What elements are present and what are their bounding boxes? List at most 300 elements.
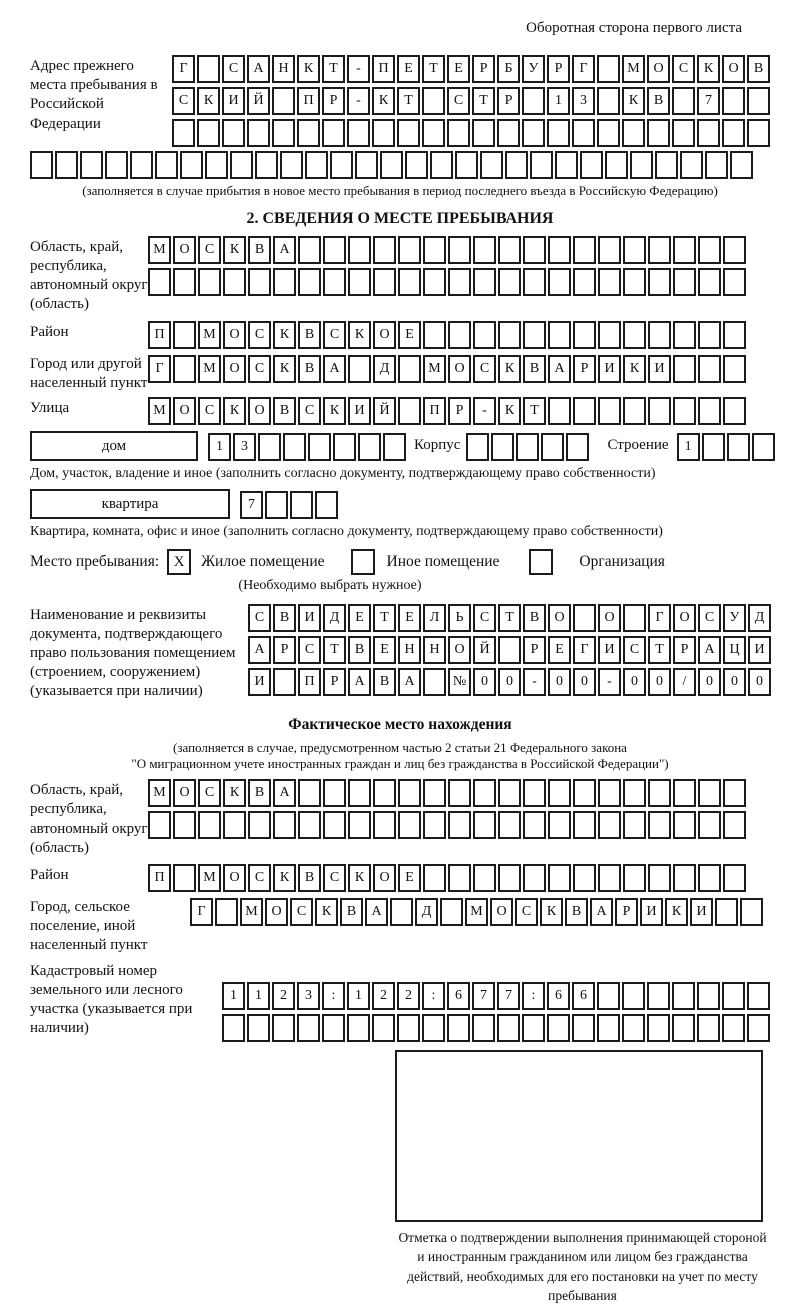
char-cell[interactable]: Т — [373, 604, 396, 632]
char-cell[interactable]: И — [690, 898, 713, 926]
char-cell[interactable] — [290, 491, 313, 519]
char-cell[interactable]: Ь — [448, 604, 471, 632]
char-cell[interactable] — [255, 151, 278, 179]
char-cell[interactable]: О — [173, 779, 196, 807]
char-cell[interactable] — [622, 1014, 645, 1042]
char-cell[interactable] — [355, 151, 378, 179]
char-cell[interactable] — [473, 268, 496, 296]
char-cell[interactable] — [605, 151, 628, 179]
char-cell[interactable]: Т — [422, 55, 445, 83]
char-cell[interactable] — [305, 151, 328, 179]
char-cell[interactable] — [197, 55, 220, 83]
char-cell[interactable] — [673, 779, 696, 807]
char-cell[interactable] — [723, 268, 746, 296]
char-cell[interactable] — [523, 811, 546, 839]
char-cell[interactable]: 6 — [547, 982, 570, 1010]
char-cell[interactable] — [547, 119, 570, 147]
char-cell[interactable] — [248, 268, 271, 296]
apartment-type-box[interactable]: квартира — [30, 489, 230, 519]
char-cell[interactable] — [173, 864, 196, 892]
char-cell[interactable]: О — [248, 397, 271, 425]
char-cell[interactable] — [723, 236, 746, 264]
char-cell[interactable]: К — [273, 355, 296, 383]
char-cell[interactable]: № — [448, 668, 471, 696]
char-cell[interactable] — [622, 982, 645, 1010]
char-cell[interactable]: С — [198, 397, 221, 425]
char-cell[interactable]: 1 — [208, 433, 231, 461]
char-cell[interactable] — [523, 864, 546, 892]
char-cell[interactable] — [572, 1014, 595, 1042]
char-cell[interactable] — [472, 1014, 495, 1042]
char-cell[interactable]: 0 — [548, 668, 571, 696]
char-cell[interactable]: И — [640, 898, 663, 926]
char-cell[interactable] — [623, 864, 646, 892]
char-cell[interactable] — [348, 268, 371, 296]
char-cell[interactable] — [623, 604, 646, 632]
char-cell[interactable] — [747, 982, 770, 1010]
char-cell[interactable]: 0 — [623, 668, 646, 696]
char-cell[interactable] — [265, 491, 288, 519]
char-cell[interactable]: К — [273, 864, 296, 892]
char-cell[interactable]: П — [372, 55, 395, 83]
char-cell[interactable] — [372, 119, 395, 147]
char-cell[interactable]: С — [298, 636, 321, 664]
char-cell[interactable] — [747, 119, 770, 147]
char-cell[interactable]: О — [448, 355, 471, 383]
stay-type-checkbox-other[interactable] — [351, 549, 375, 575]
char-cell[interactable]: К — [223, 397, 246, 425]
char-cell[interactable]: А — [365, 898, 388, 926]
house-type-box[interactable]: дом — [30, 431, 198, 461]
char-cell[interactable]: А — [273, 779, 296, 807]
char-cell[interactable] — [173, 268, 196, 296]
char-cell[interactable]: Р — [547, 55, 570, 83]
char-cell[interactable] — [390, 898, 413, 926]
char-cell[interactable] — [473, 864, 496, 892]
char-cell[interactable] — [272, 87, 295, 115]
char-cell[interactable] — [172, 119, 195, 147]
char-cell[interactable]: К — [697, 55, 720, 83]
char-cell[interactable]: 3 — [297, 982, 320, 1010]
char-cell[interactable]: С — [172, 87, 195, 115]
char-cell[interactable] — [698, 811, 721, 839]
char-cell[interactable] — [348, 236, 371, 264]
char-cell[interactable]: : — [522, 982, 545, 1010]
char-cell[interactable] — [698, 355, 721, 383]
char-cell[interactable] — [522, 1014, 545, 1042]
char-cell[interactable]: Г — [572, 55, 595, 83]
char-cell[interactable]: П — [423, 397, 446, 425]
char-cell[interactable]: О — [448, 636, 471, 664]
char-cell[interactable]: 7 — [497, 982, 520, 1010]
char-cell[interactable] — [423, 779, 446, 807]
char-cell[interactable] — [598, 779, 621, 807]
char-cell[interactable]: К — [297, 55, 320, 83]
char-cell[interactable] — [197, 119, 220, 147]
char-cell[interactable]: А — [398, 668, 421, 696]
char-cell[interactable] — [348, 779, 371, 807]
char-cell[interactable]: С — [473, 355, 496, 383]
char-cell[interactable] — [298, 268, 321, 296]
char-cell[interactable] — [573, 236, 596, 264]
char-cell[interactable]: Р — [615, 898, 638, 926]
char-cell[interactable]: О — [722, 55, 745, 83]
char-cell[interactable] — [273, 268, 296, 296]
char-cell[interactable] — [672, 119, 695, 147]
char-cell[interactable] — [630, 151, 653, 179]
char-cell[interactable] — [648, 864, 671, 892]
char-cell[interactable] — [580, 151, 603, 179]
char-cell[interactable] — [397, 1014, 420, 1042]
char-cell[interactable]: Е — [398, 321, 421, 349]
char-cell[interactable]: 0 — [573, 668, 596, 696]
char-cell[interactable] — [698, 268, 721, 296]
char-cell[interactable]: Н — [272, 55, 295, 83]
char-cell[interactable] — [473, 779, 496, 807]
char-cell[interactable] — [523, 268, 546, 296]
char-cell[interactable]: К — [197, 87, 220, 115]
char-cell[interactable]: О — [223, 321, 246, 349]
char-cell[interactable] — [548, 236, 571, 264]
char-cell[interactable]: В — [747, 55, 770, 83]
char-cell[interactable] — [440, 898, 463, 926]
char-cell[interactable]: К — [622, 87, 645, 115]
char-cell[interactable]: : — [322, 982, 345, 1010]
char-cell[interactable] — [598, 397, 621, 425]
char-cell[interactable]: И — [598, 636, 621, 664]
char-cell[interactable]: Е — [373, 636, 396, 664]
char-cell[interactable] — [223, 268, 246, 296]
char-cell[interactable] — [423, 236, 446, 264]
char-cell[interactable] — [673, 321, 696, 349]
char-cell[interactable]: А — [348, 668, 371, 696]
char-cell[interactable] — [155, 151, 178, 179]
char-cell[interactable]: 2 — [397, 982, 420, 1010]
char-cell[interactable]: С — [515, 898, 538, 926]
char-cell[interactable] — [673, 864, 696, 892]
char-cell[interactable]: С — [248, 604, 271, 632]
char-cell[interactable] — [573, 397, 596, 425]
char-cell[interactable]: К — [348, 864, 371, 892]
char-cell[interactable] — [422, 87, 445, 115]
char-cell[interactable]: П — [148, 864, 171, 892]
char-cell[interactable]: У — [522, 55, 545, 83]
char-cell[interactable]: Д — [323, 604, 346, 632]
char-cell[interactable] — [598, 236, 621, 264]
char-cell[interactable]: 1 — [222, 982, 245, 1010]
char-cell[interactable]: Г — [648, 604, 671, 632]
char-cell[interactable] — [472, 119, 495, 147]
char-cell[interactable]: М — [198, 864, 221, 892]
char-cell[interactable] — [222, 119, 245, 147]
char-cell[interactable]: 7 — [472, 982, 495, 1010]
char-cell[interactable] — [148, 268, 171, 296]
char-cell[interactable] — [566, 433, 589, 461]
char-cell[interactable]: Г — [573, 636, 596, 664]
char-cell[interactable] — [397, 119, 420, 147]
char-cell[interactable] — [647, 119, 670, 147]
char-cell[interactable]: С — [290, 898, 313, 926]
char-cell[interactable]: К — [540, 898, 563, 926]
char-cell[interactable]: Е — [397, 55, 420, 83]
char-cell[interactable] — [522, 119, 545, 147]
char-cell[interactable] — [422, 1014, 445, 1042]
char-cell[interactable]: И — [248, 668, 271, 696]
char-cell[interactable] — [491, 433, 514, 461]
char-cell[interactable] — [473, 321, 496, 349]
char-cell[interactable]: Е — [398, 864, 421, 892]
char-cell[interactable]: Т — [472, 87, 495, 115]
char-cell[interactable]: О — [373, 864, 396, 892]
char-cell[interactable] — [548, 321, 571, 349]
char-cell[interactable] — [573, 604, 596, 632]
char-cell[interactable]: В — [298, 864, 321, 892]
char-cell[interactable] — [623, 811, 646, 839]
char-cell[interactable] — [598, 811, 621, 839]
char-cell[interactable] — [705, 151, 728, 179]
char-cell[interactable]: С — [323, 321, 346, 349]
char-cell[interactable]: Ц — [723, 636, 746, 664]
char-cell[interactable] — [380, 151, 403, 179]
char-cell[interactable] — [358, 433, 381, 461]
char-cell[interactable] — [448, 811, 471, 839]
char-cell[interactable]: М — [465, 898, 488, 926]
char-cell[interactable] — [723, 864, 746, 892]
char-cell[interactable]: Е — [348, 604, 371, 632]
char-cell[interactable] — [598, 864, 621, 892]
char-cell[interactable] — [273, 668, 296, 696]
char-cell[interactable]: В — [248, 236, 271, 264]
char-cell[interactable] — [548, 268, 571, 296]
char-cell[interactable] — [516, 433, 539, 461]
char-cell[interactable]: - — [473, 397, 496, 425]
char-cell[interactable] — [697, 1014, 720, 1042]
char-cell[interactable] — [697, 982, 720, 1010]
char-cell[interactable] — [55, 151, 78, 179]
char-cell[interactable] — [215, 898, 238, 926]
char-cell[interactable] — [648, 811, 671, 839]
char-cell[interactable] — [573, 321, 596, 349]
char-cell[interactable] — [373, 779, 396, 807]
char-cell[interactable]: Р — [673, 636, 696, 664]
char-cell[interactable]: К — [498, 355, 521, 383]
char-cell[interactable]: 0 — [648, 668, 671, 696]
char-cell[interactable] — [597, 1014, 620, 1042]
char-cell[interactable] — [198, 811, 221, 839]
char-cell[interactable]: О — [223, 864, 246, 892]
char-cell[interactable]: Т — [523, 397, 546, 425]
char-cell[interactable] — [205, 151, 228, 179]
char-cell[interactable]: М — [240, 898, 263, 926]
char-cell[interactable]: Й — [247, 87, 270, 115]
char-cell[interactable]: П — [148, 321, 171, 349]
char-cell[interactable] — [222, 1014, 245, 1042]
char-cell[interactable] — [423, 811, 446, 839]
char-cell[interactable]: В — [248, 779, 271, 807]
char-cell[interactable]: О — [673, 604, 696, 632]
char-cell[interactable]: Р — [323, 668, 346, 696]
char-cell[interactable] — [323, 811, 346, 839]
char-cell[interactable] — [597, 982, 620, 1010]
char-cell[interactable]: С — [248, 355, 271, 383]
char-cell[interactable] — [655, 151, 678, 179]
char-cell[interactable] — [672, 1014, 695, 1042]
char-cell[interactable] — [498, 236, 521, 264]
char-cell[interactable] — [598, 268, 621, 296]
char-cell[interactable]: А — [273, 236, 296, 264]
char-cell[interactable] — [672, 982, 695, 1010]
char-cell[interactable]: К — [223, 779, 246, 807]
char-cell[interactable] — [648, 268, 671, 296]
char-cell[interactable] — [283, 433, 306, 461]
char-cell[interactable]: П — [297, 87, 320, 115]
char-cell[interactable] — [148, 811, 171, 839]
char-cell[interactable]: Г — [148, 355, 171, 383]
char-cell[interactable]: Й — [473, 636, 496, 664]
char-cell[interactable]: Р — [322, 87, 345, 115]
char-cell[interactable] — [373, 811, 396, 839]
char-cell[interactable] — [498, 321, 521, 349]
char-cell[interactable] — [573, 268, 596, 296]
char-cell[interactable]: В — [340, 898, 363, 926]
char-cell[interactable]: О — [173, 236, 196, 264]
char-cell[interactable]: И — [648, 355, 671, 383]
char-cell[interactable] — [298, 811, 321, 839]
char-cell[interactable] — [723, 811, 746, 839]
char-cell[interactable]: С — [323, 864, 346, 892]
char-cell[interactable] — [541, 433, 564, 461]
stay-type-checkbox-residential[interactable]: X — [167, 549, 191, 575]
char-cell[interactable]: Р — [273, 636, 296, 664]
char-cell[interactable] — [480, 151, 503, 179]
char-cell[interactable] — [173, 321, 196, 349]
char-cell[interactable] — [258, 433, 281, 461]
char-cell[interactable]: Т — [648, 636, 671, 664]
char-cell[interactable] — [223, 811, 246, 839]
char-cell[interactable] — [105, 151, 128, 179]
char-cell[interactable] — [722, 982, 745, 1010]
char-cell[interactable]: 3 — [233, 433, 256, 461]
char-cell[interactable] — [430, 151, 453, 179]
char-cell[interactable] — [530, 151, 553, 179]
char-cell[interactable] — [298, 236, 321, 264]
char-cell[interactable]: О — [647, 55, 670, 83]
char-cell[interactable] — [722, 1014, 745, 1042]
char-cell[interactable] — [548, 864, 571, 892]
char-cell[interactable]: У — [723, 604, 746, 632]
char-cell[interactable] — [347, 119, 370, 147]
char-cell[interactable]: А — [323, 355, 346, 383]
char-cell[interactable]: К — [623, 355, 646, 383]
char-cell[interactable]: 1 — [247, 982, 270, 1010]
char-cell[interactable] — [130, 151, 153, 179]
char-cell[interactable] — [423, 668, 446, 696]
char-cell[interactable]: / — [673, 668, 696, 696]
char-cell[interactable] — [398, 779, 421, 807]
char-cell[interactable] — [623, 268, 646, 296]
char-cell[interactable]: Т — [322, 55, 345, 83]
char-cell[interactable]: А — [248, 636, 271, 664]
char-cell[interactable]: С — [198, 236, 221, 264]
char-cell[interactable]: Р — [523, 636, 546, 664]
char-cell[interactable] — [247, 1014, 270, 1042]
char-cell[interactable] — [727, 433, 750, 461]
char-cell[interactable]: 1 — [677, 433, 700, 461]
char-cell[interactable]: К — [273, 321, 296, 349]
char-cell[interactable] — [723, 397, 746, 425]
char-cell[interactable] — [623, 321, 646, 349]
char-cell[interactable]: Т — [498, 604, 521, 632]
char-cell[interactable]: А — [698, 636, 721, 664]
char-cell[interactable]: Д — [748, 604, 771, 632]
char-cell[interactable]: С — [672, 55, 695, 83]
char-cell[interactable]: О — [265, 898, 288, 926]
char-cell[interactable] — [398, 397, 421, 425]
char-cell[interactable] — [347, 1014, 370, 1042]
char-cell[interactable] — [723, 779, 746, 807]
char-cell[interactable] — [323, 779, 346, 807]
char-cell[interactable] — [333, 433, 356, 461]
char-cell[interactable]: С — [698, 604, 721, 632]
char-cell[interactable] — [648, 779, 671, 807]
char-cell[interactable] — [497, 119, 520, 147]
char-cell[interactable]: 0 — [498, 668, 521, 696]
char-cell[interactable] — [308, 433, 331, 461]
char-cell[interactable] — [448, 864, 471, 892]
char-cell[interactable]: М — [423, 355, 446, 383]
char-cell[interactable]: 1 — [547, 87, 570, 115]
char-cell[interactable]: С — [248, 321, 271, 349]
char-cell[interactable] — [423, 321, 446, 349]
char-cell[interactable]: Д — [373, 355, 396, 383]
char-cell[interactable] — [297, 1014, 320, 1042]
char-cell[interactable]: П — [298, 668, 321, 696]
char-cell[interactable]: 6 — [572, 982, 595, 1010]
char-cell[interactable] — [498, 811, 521, 839]
char-cell[interactable] — [398, 355, 421, 383]
char-cell[interactable] — [623, 779, 646, 807]
char-cell[interactable]: И — [348, 397, 371, 425]
char-cell[interactable] — [473, 236, 496, 264]
char-cell[interactable] — [248, 811, 271, 839]
char-cell[interactable] — [273, 811, 296, 839]
char-cell[interactable] — [398, 811, 421, 839]
char-cell[interactable] — [673, 236, 696, 264]
char-cell[interactable] — [672, 87, 695, 115]
char-cell[interactable]: Т — [323, 636, 346, 664]
char-cell[interactable]: : — [422, 982, 445, 1010]
char-cell[interactable]: Д — [415, 898, 438, 926]
char-cell[interactable] — [572, 119, 595, 147]
char-cell[interactable] — [647, 982, 670, 1010]
char-cell[interactable] — [673, 355, 696, 383]
char-cell[interactable] — [297, 119, 320, 147]
char-cell[interactable] — [623, 236, 646, 264]
char-cell[interactable] — [405, 151, 428, 179]
char-cell[interactable]: Г — [190, 898, 213, 926]
char-cell[interactable]: С — [198, 779, 221, 807]
char-cell[interactable] — [698, 779, 721, 807]
char-cell[interactable] — [522, 87, 545, 115]
char-cell[interactable]: - — [347, 87, 370, 115]
char-cell[interactable] — [473, 811, 496, 839]
char-cell[interactable] — [180, 151, 203, 179]
char-cell[interactable] — [173, 811, 196, 839]
char-cell[interactable] — [383, 433, 406, 461]
char-cell[interactable]: Р — [497, 87, 520, 115]
char-cell[interactable]: О — [490, 898, 513, 926]
char-cell[interactable] — [323, 268, 346, 296]
